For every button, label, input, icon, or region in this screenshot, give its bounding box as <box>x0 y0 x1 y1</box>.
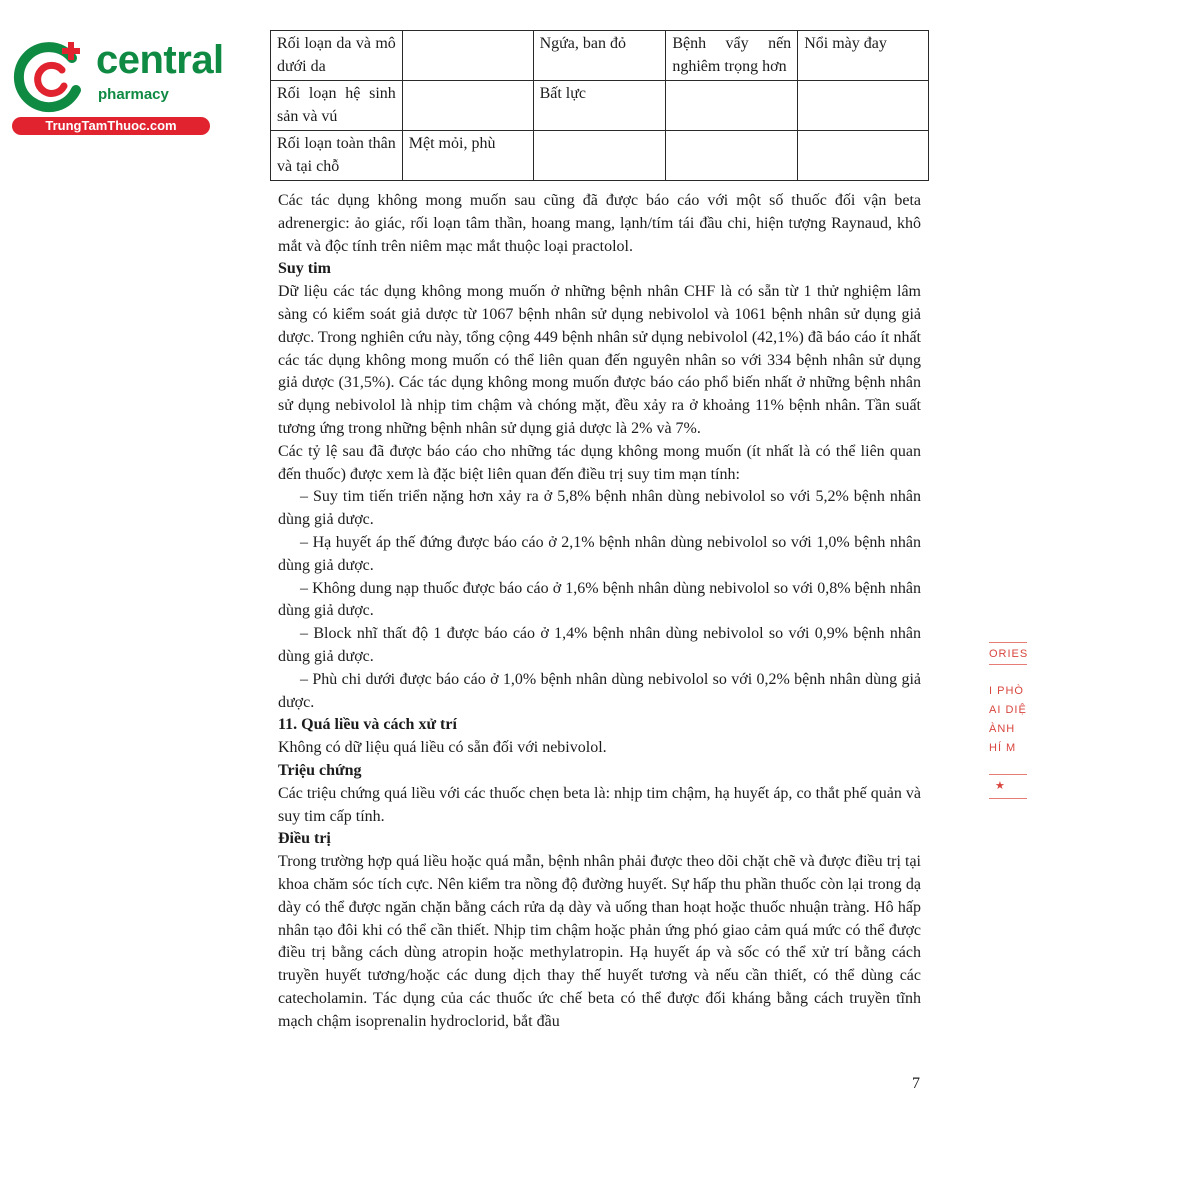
stamp-text: ÀNH <box>989 723 1016 735</box>
paragraph: Các tác dụng không mong muốn sau cũng đã được báo cáo với một số thuốc đối vận beta adrenergic: ảo giác, rối loạn tâm thần, hoang mang, lạnh/tím tái đầu chi, hiện tượng Raynaud, khô mắt và độc tính trên niêm mạc mắt thuộc loại practolol. <box>278 192 921 255</box>
table-cell <box>666 131 798 181</box>
table-cell <box>402 81 533 131</box>
table-cell <box>402 31 533 81</box>
stamp-fragment <box>985 640 1027 805</box>
paragraph: Trong trường hợp quá liều hoặc quá mẫn, bệnh nhân phải được theo dõi chặt chẽ và được điều trị tại khoa chăm sóc tích cực. Nên kiểm tra nồng độ đường huyết. Sự hấp thu phần thuốc còn lại trong dạ dày có thể được ngăn chặn bằng cách rửa dạ dày và uống than hoạt hoặc thuốc nhuận tràng. Hô hấp nhân tạo đôi khi có thể cần thiết. Nhịp tim chậm hoặc phản ứng phó giao cảm quá mức có thể được điều trị bằng cách dùng atropin hoặc methylatropin. Hạ huyết áp và sốc có thể xử trí bằng cách truyền huyết tương/hoặc các dung dịch thay thế huyết tương và nếu cần thiết, có thể dùng các catecholamin. Tác dụng của các thuốc ức chế beta có thể được đối kháng bằng cách truyền tĩnh mạch chậm isoprenalin hydroclorid, bắt đầu <box>278 853 921 1030</box>
table-cell <box>533 131 666 181</box>
list-item: – Phù chi dưới được báo cáo ở 1,0% bệnh nhân dùng nebivolol so với 0,2% bệnh nhân dùng giả dược. <box>278 670 921 711</box>
table-cell: Nổi mày đay <box>798 31 929 81</box>
document-body <box>278 190 921 1033</box>
table-row <box>271 81 929 131</box>
adverse-effects-table <box>270 30 929 181</box>
list-item: – Block nhĩ thất độ 1 được báo cáo ở 1,4% bệnh nhân dùng nebivolol so với 0,9% bệnh nhân dùng giả dược. <box>278 625 921 665</box>
stamp-text: AI DIỆ <box>989 704 1027 716</box>
list-item: – Hạ huyết áp thế đứng được báo cáo ở 2,1% bệnh nhân dùng nebivolol so với 1,0% bệnh nhân dùng giả dược. <box>278 533 921 574</box>
table-row <box>271 131 929 181</box>
page-number: 7 <box>912 1075 920 1092</box>
section-heading: Điều trị <box>278 830 331 848</box>
table-cell <box>666 81 798 131</box>
table-cell: Rối loạn toàn thân và tại chỗ <box>271 131 403 181</box>
stamp-text: I PHÒ <box>989 685 1024 697</box>
stamp-text: ORIES <box>989 648 1029 660</box>
paragraph: Dữ liệu các tác dụng không mong muốn ở những bệnh nhân CHF là có sẵn từ 1 thử nghiệm lâm sàng có kiểm soát giả dược từ 1067 bệnh nhân sử dụng nebivolol và 1061 bệnh nhân sử dụng giả dược. Trong nghiên cứu này, tổng cộng 449 bệnh nhân sử dụng nebivolol (42,1%) đã báo cáo ít nhất các tác dụng không mong muốn có thể liên quan đến nguyên nhân so với 334 bệnh nhân sử dụng giả dược (31,5%). Các tác dụng không mong muốn được báo cáo phổ biến nhất ở những bệnh nhân sử dụng nebivolol là nhịp tim chậm và chóng mặt, đều xảy ra ở khoảng 11% bệnh nhân. Tần suất tương ứng trong những bệnh nhân sử dụng giả dược là 2% và 7%. <box>278 283 921 437</box>
table-cell <box>798 131 929 181</box>
section-heading: 11. Quá liều và cách xử trí <box>278 716 457 734</box>
section-heading: Suy tim <box>278 260 331 278</box>
logo-subtitle: pharmacy <box>98 86 169 103</box>
star-icon: ★ <box>995 780 1006 792</box>
stamp-text: HÍ M <box>989 742 1017 754</box>
paragraph: Các tỷ lệ sau đã được báo cáo cho những tác dụng không mong muốn (ít nhất là có thể liên quan đến thuốc) được xem là đặc biệt liên quan đến điều trị suy tim mạn tính: <box>278 442 921 483</box>
table-cell: Mệt mỏi, phù <box>402 131 533 181</box>
table-cell: Bệnh vẩy nến nghiêm trọng hơn <box>666 31 798 81</box>
table-cell: Bất lực <box>533 81 666 131</box>
table-cell: Ngứa, ban đỏ <box>533 31 666 81</box>
pharmacy-logo <box>10 36 224 136</box>
list-item: – Không dung nạp thuốc được báo cáo ở 1,6% bệnh nhân dùng nebivolol so với 0,8% bệnh nhân dùng giả dược. <box>278 579 921 620</box>
logo-c-mark-icon <box>10 38 90 118</box>
logo-website: TrungTamThuoc.com <box>12 117 210 135</box>
table-row <box>271 31 929 81</box>
logo-name: central <box>96 38 224 82</box>
table-cell <box>798 81 929 131</box>
table-cell: Rối loạn da và mô dưới da <box>271 31 403 81</box>
list-item: – Suy tim tiến triển nặng hơn xảy ra ở 5,8% bệnh nhân dùng nebivolol so với 5,2% bệnh nhân dùng giả dược. <box>278 488 921 529</box>
paragraph: Không có dữ liệu quá liều có sẵn đối với nebivolol. <box>278 739 607 757</box>
paragraph: Các triệu chứng quá liều với các thuốc chẹn beta là: nhịp tim chậm, hạ huyết áp, co thắt phế quản và suy tim cấp tính. <box>278 784 921 825</box>
section-heading: Triệu chứng <box>278 761 362 779</box>
table-cell: Rối loạn hệ sinh sản và vú <box>271 81 403 131</box>
